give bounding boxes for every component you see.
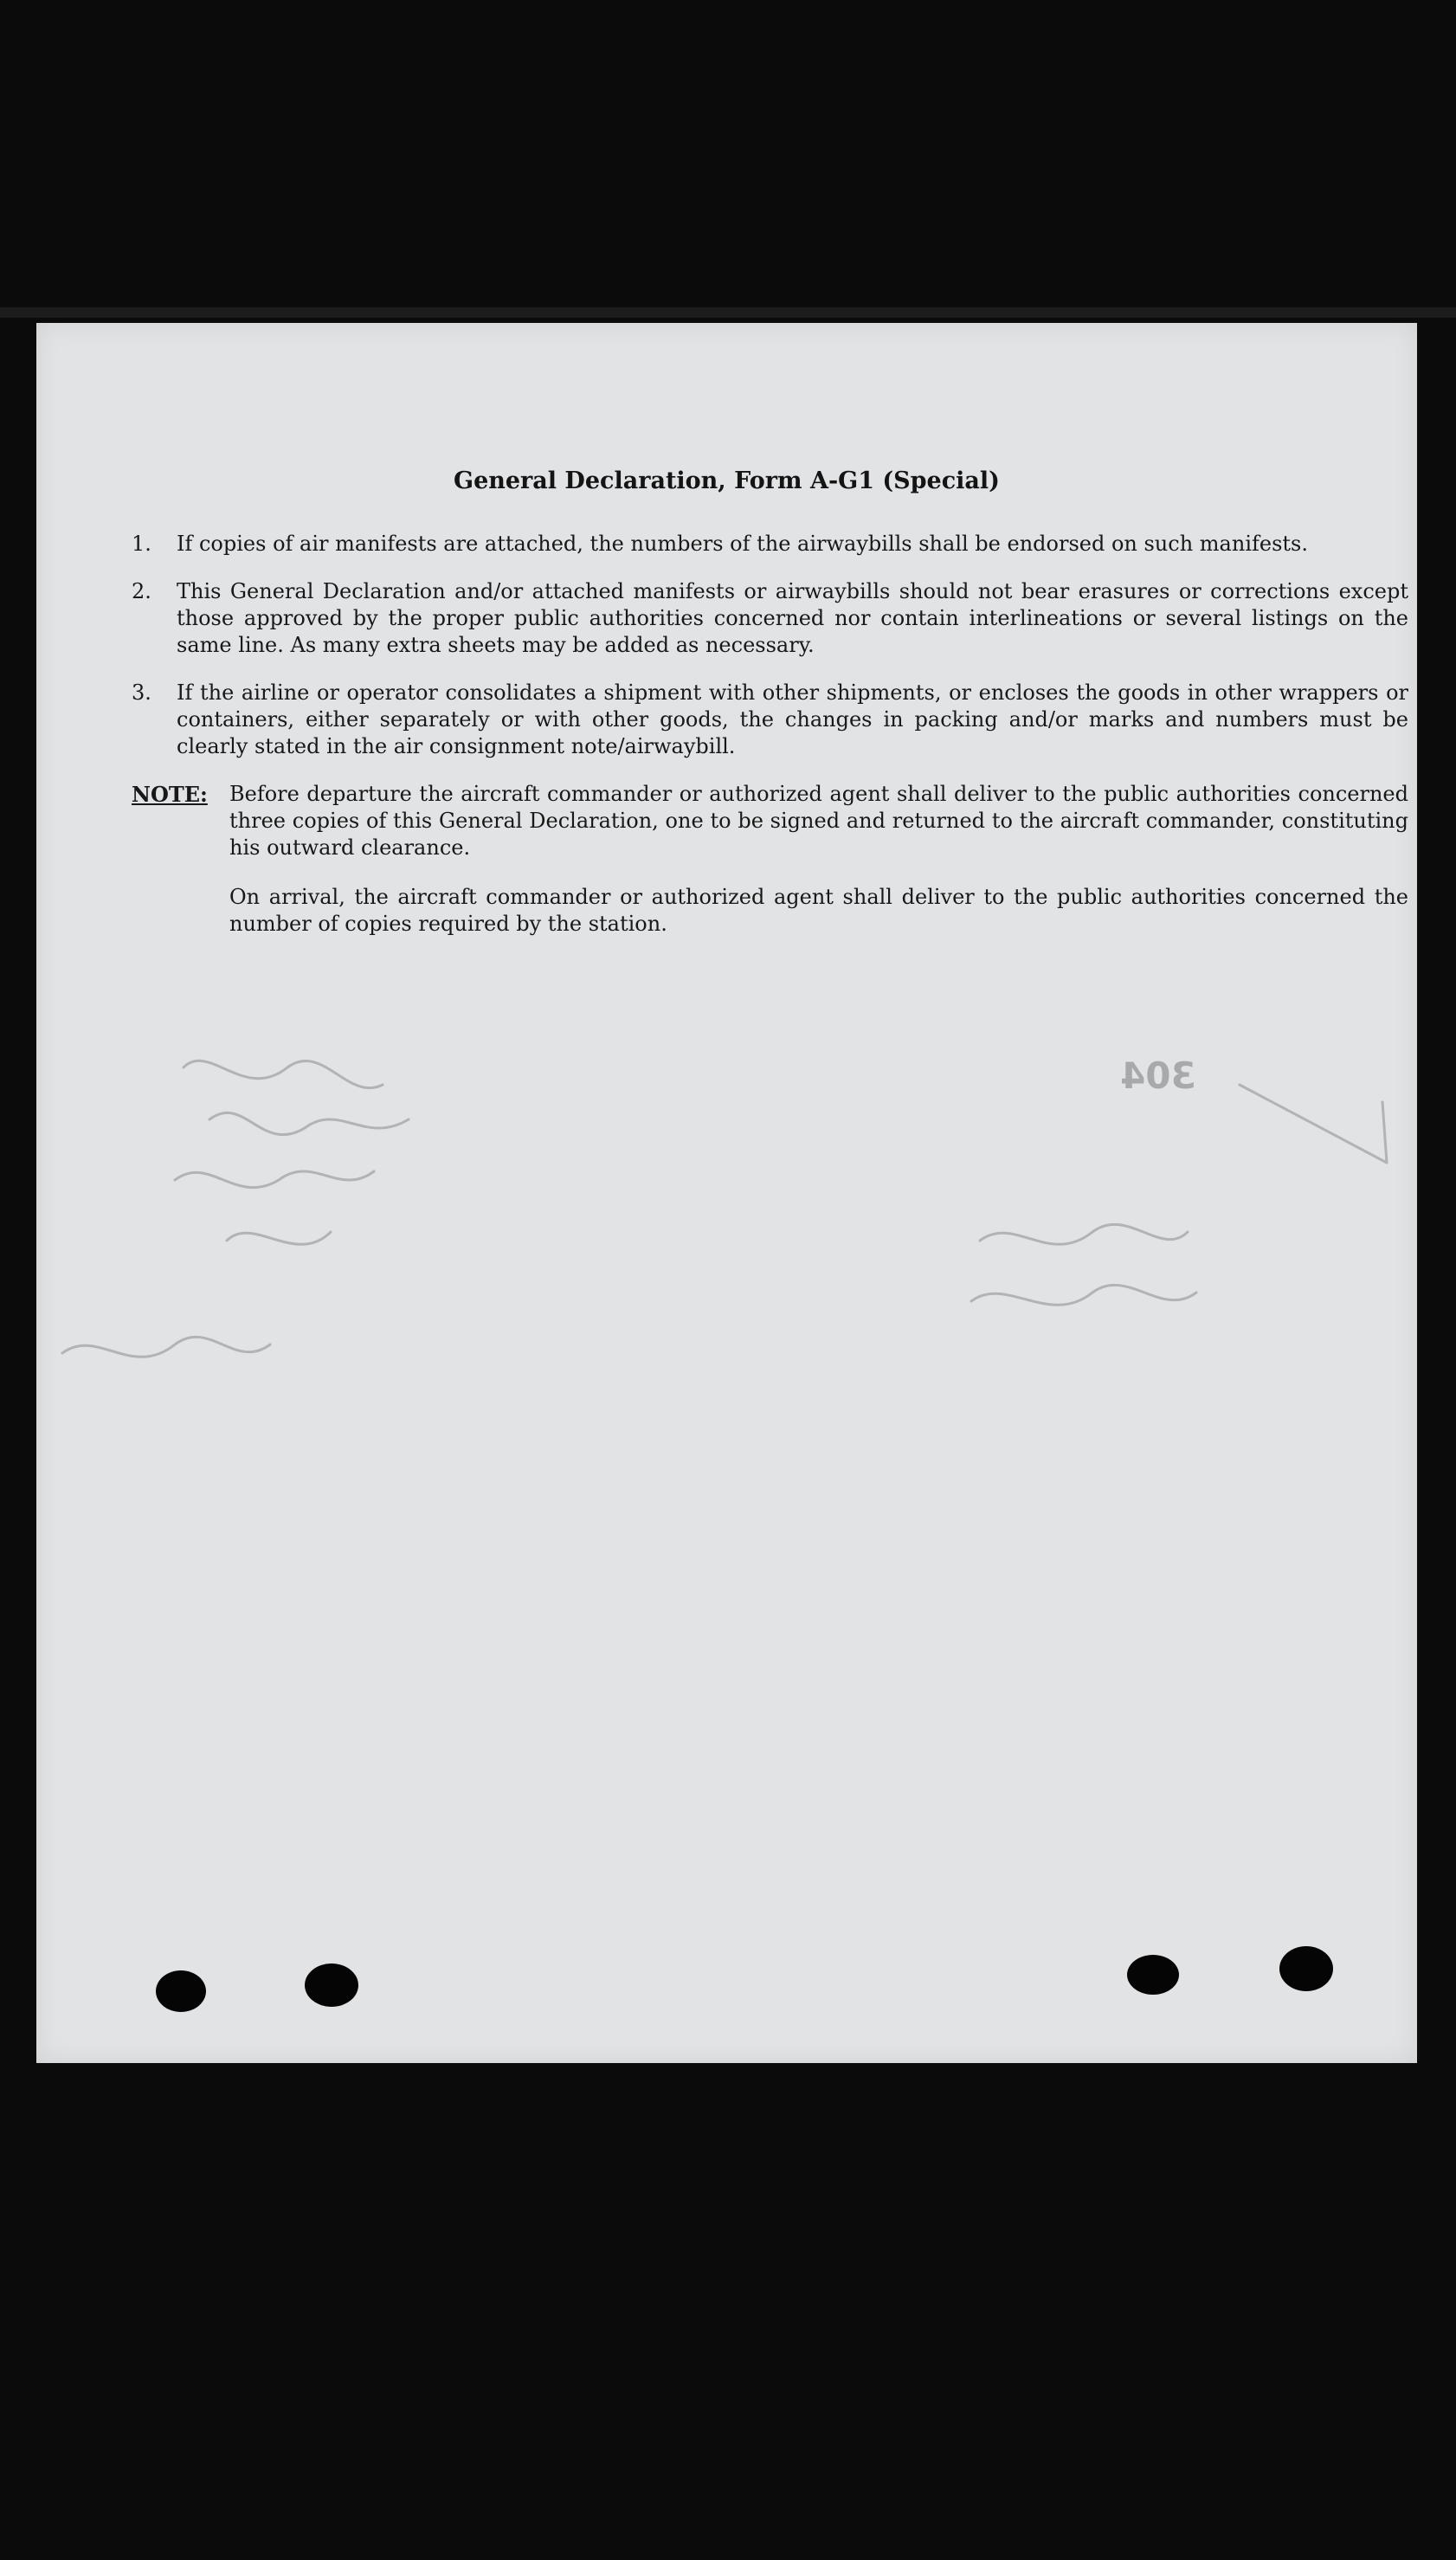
item-number: 3. [132,680,151,705]
pencil-scribble [62,1337,270,1357]
document-title: General Declaration, Form A-G1 (Special) [454,468,1000,494]
pencil-scribble [980,1224,1188,1244]
faded-stamp: 304 [1120,1054,1196,1097]
item-number: 1. [132,532,151,556]
punch-hole-right-2 [1279,1946,1333,1991]
punch-hole-right-1 [1127,1955,1179,1995]
pencil-scribble [971,1285,1196,1305]
item-text: If the airline or operator consolidates a shipment with other shipments, or encloses the goods in other wrappers or containers, either separately or with other goods, the changes in packing and/or marks and numbers must be clearly stated in the air consignment note/airwaybill. [177,680,1408,758]
punch-hole-left-2 [305,1964,358,2007]
pencil-scribble [209,1112,409,1134]
note-paragraph-departure: Before departure the aircraft commander or authorized agent shall deliver to the public authorities concerned three copies of this General Declaration, one to be signed and returned to the aircraft commander, constituting his outward clearance. [229,782,1408,860]
pencil-scribble [227,1232,331,1244]
item-text: If copies of air manifests are attached, the numbers of the airwaybills shall be endorsed on such manifests. [177,532,1308,556]
punch-hole-left-1 [156,1970,206,2012]
pencil-scribble [184,1061,383,1087]
note-label: NOTE: [132,782,208,807]
item-number: 2. [132,579,151,603]
pencil-arrow [1240,1085,1387,1163]
handwriting-marks [36,323,1417,2063]
pencil-scribble [175,1171,374,1188]
note-paragraph-arrival: On arrival, the aircraft commander or authorized agent shall deliver to the public authorities concerned the number of copies required by the station. [229,885,1408,936]
scanner-edge [0,307,1456,318]
item-text: This General Declaration and/or attached manifests or airwaybills should not bear erasures or corrections except those approved by the proper public authorities concerned nor contain interlineations or several listings on the same line. As many extra sheets may be added as necessary. [177,579,1408,657]
document-page [36,323,1417,2063]
